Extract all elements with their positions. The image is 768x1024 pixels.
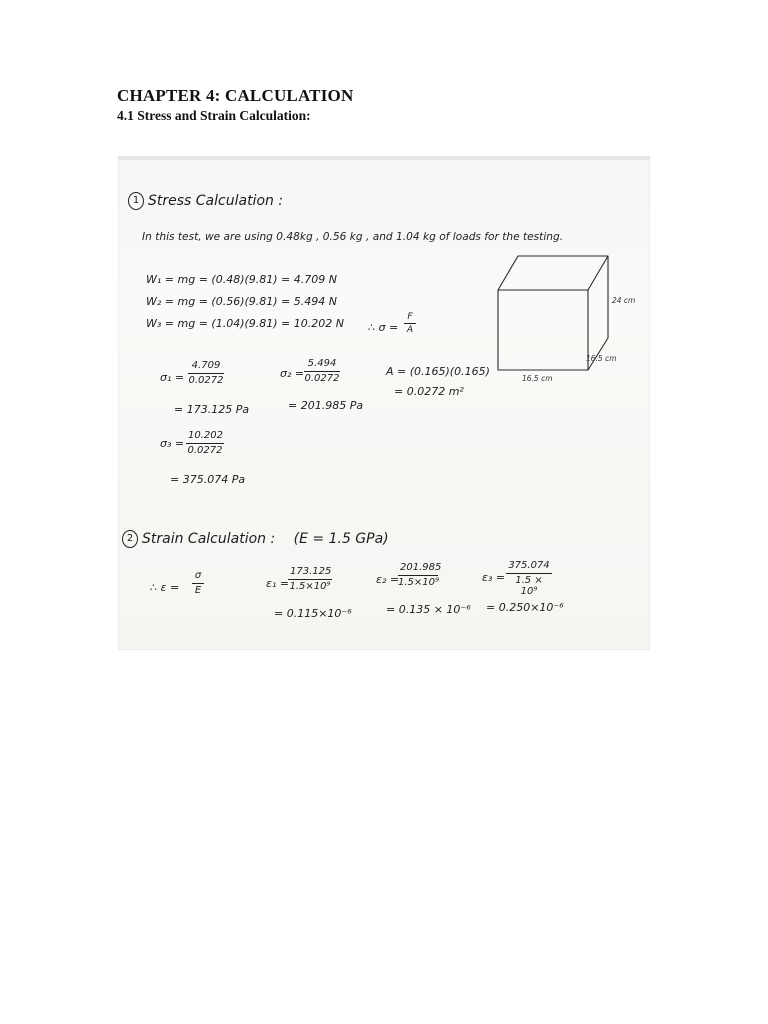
stress-heading-text: Stress Calculation :	[148, 193, 284, 209]
stress-formula-lhs: ∴ σ =	[368, 321, 399, 334]
weight-1-equation: W₁ = mg = (0.48)(9.81) = 4.709 N	[146, 273, 337, 286]
stress-1-result: = 173.125 Pa	[174, 403, 250, 416]
stress-3-numerator: 10.202	[186, 430, 224, 444]
strain-formula-fraction	[192, 570, 204, 596]
stress-1-lhs: σ₁ =	[160, 371, 185, 384]
stress-2-denominator: 0.0272	[304, 372, 340, 384]
cube-height-label: 24 cm	[612, 296, 636, 305]
stress-3-result: = 375.074 Pa	[170, 473, 246, 486]
strain-1-numerator: 173.125	[288, 566, 332, 580]
handwritten-scan	[118, 156, 650, 650]
stress-3-lhs: σ₃ =	[160, 437, 185, 450]
chapter-title: CHAPTER 4: CALCULATION	[117, 86, 354, 105]
strain-2-denominator: 1.5×10⁹	[398, 576, 440, 588]
strain-heading-text: Strain Calculation :	[142, 531, 276, 547]
stress-2-fraction	[304, 358, 340, 384]
strain-1-result: = 0.115×10⁻⁶	[274, 607, 352, 620]
step-number-2: 2	[122, 530, 138, 548]
strain-1-fraction	[288, 566, 332, 592]
strain-3-lhs: ε₃ =	[482, 571, 506, 584]
stress-intro: In this test, we are using 0.48kg , 0.56 kg , and 1.04 kg of loads for the testing.	[142, 231, 564, 243]
stress-heading	[128, 192, 283, 210]
section-title: 4.1 Stress and Strain Calculation:	[117, 108, 311, 123]
area-result: = 0.0272 m²	[394, 385, 464, 398]
cube-outline	[498, 256, 608, 370]
weight-2-equation: W₂ = mg = (0.56)(9.81) = 5.494 N	[146, 295, 337, 308]
stress-3-fraction	[186, 430, 224, 456]
stress-1-fraction	[188, 360, 224, 386]
strain-1-denominator: 1.5×10⁹	[289, 580, 331, 592]
strain-heading	[122, 530, 389, 548]
stress-1-denominator: 0.0272	[188, 374, 224, 386]
strain-3-numerator: 375.074	[506, 560, 552, 574]
strain-formula-lhs: ∴ ε =	[150, 581, 180, 594]
weight-3-equation: W₃ = mg = (1.04)(9.81) = 10.202 N	[146, 317, 344, 330]
strain-formula-numerator: σ	[192, 570, 204, 584]
stress-2-numerator: 5.494	[304, 358, 340, 372]
strain-3-result: = 0.250×10⁻⁶	[486, 601, 564, 614]
stress-2-result: = 201.985 Pa	[288, 399, 364, 412]
strain-2-lhs: ε₂ =	[376, 573, 400, 586]
stress-formula-denominator: A	[406, 325, 414, 336]
strain-2-numerator: 201.985	[398, 562, 438, 576]
strain-2-result: = 0.135 × 10⁻⁶	[386, 603, 471, 616]
area-equation: A = (0.165)(0.165)	[386, 365, 490, 378]
strain-3-denominator: 1.5 × 10⁹	[515, 574, 543, 597]
strain-3-fraction	[506, 560, 552, 598]
cube-depth-label: 16.5 cm	[586, 354, 617, 363]
strain-modulus: (E = 1.5 GPa)	[293, 531, 389, 547]
strain-2-fraction	[398, 562, 442, 588]
stress-1-numerator: 4.709	[188, 360, 224, 374]
strain-1-lhs: ε₁ =	[266, 577, 290, 590]
cube-width-label: 16.5 cm	[522, 374, 553, 383]
scan-edge	[118, 156, 650, 160]
step-number-1: 1	[128, 192, 144, 210]
stress-3-denominator: 0.0272	[187, 444, 223, 456]
strain-formula-denominator: E	[194, 584, 202, 596]
stress-formula-numerator: F	[404, 312, 416, 324]
stress-formula-fraction	[404, 312, 416, 336]
stress-2-lhs: σ₂ =	[280, 367, 305, 380]
